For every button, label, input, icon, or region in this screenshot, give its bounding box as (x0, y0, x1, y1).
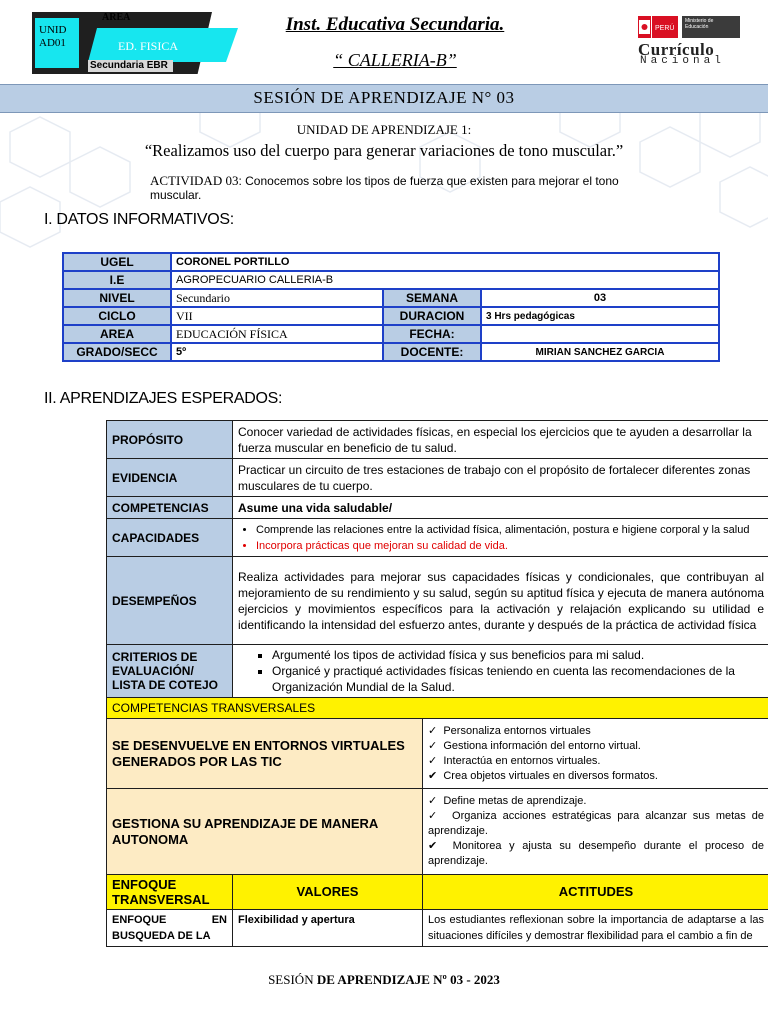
capacidades-list (233, 519, 768, 557)
table-row (107, 557, 768, 645)
table-row (107, 789, 768, 875)
docente-value: MIRIAN SANCHEZ GARCIA (481, 343, 719, 361)
list-item: ✓ Gestiona información del entorno virtual. (428, 739, 641, 752)
list-item: ✓ Personaliza entornos virtuales (428, 724, 591, 737)
list-item: • Comprende las relaciones entre la actividad física, alimentación, postura e higiene corporal y la salud (256, 522, 764, 538)
capacidades-label: CAPACIDADES (107, 519, 233, 557)
proposito-text: Conocer variedad de actividades físicas, en especial los ejercicios que te ayuden a desarrollar la fuerza muscular en beneficio de tu salud. (233, 421, 768, 459)
area-value-cell: EDUCACIÓN FÍSICA (171, 325, 383, 343)
enfoque-value: ENFOQUE EN BUSQUEDA DE LA (107, 910, 233, 947)
nivel-value: Secundario (171, 289, 383, 307)
ie-value: AGROPECUARIO CALLERIA-B (171, 271, 719, 289)
area-value: ED. FISICA (118, 39, 179, 53)
ciclo-label: CICLO (63, 307, 171, 325)
tic-competencia: SE DESENVUELVE EN ENTORNOS VIRTUALES GENERADOS POR LAS TIC (107, 719, 423, 789)
list-item: ✓ Interactúa en entornos virtuales. (428, 754, 601, 767)
list-item: ✓ Define metas de aprendizaje. (428, 795, 587, 807)
semana-label: SEMANA (383, 289, 481, 307)
table-row (107, 421, 768, 459)
table-row (107, 719, 768, 789)
duracion-value: 3 Hrs pedagógicas (481, 307, 719, 325)
proposito-label: PROPÓSITO (107, 421, 233, 459)
table-row (63, 325, 719, 343)
valores-header: VALORES (233, 875, 423, 910)
unit-code-box: UNID AD01 (35, 18, 79, 68)
table-row (63, 307, 719, 325)
section-heading-aprendizajes: II. APRENDIZAJES ESPERADOS: (44, 390, 283, 407)
transversales-header: COMPETENCIAS TRANSVERSALES (107, 698, 768, 719)
enfoque-header: ENFOQUE TRANSVERSAL (107, 875, 233, 910)
criterios-label: CRITERIOS DE EVALUACIÓN/ LISTA DE COTEJO (107, 645, 233, 698)
gestiona-list (423, 789, 768, 875)
ugel-label: UGEL (63, 253, 171, 271)
unit-label: UNIDAD DE APRENDIZAJE 1: (296, 122, 472, 137)
evidencia-label: EVIDENCIA (107, 459, 233, 497)
grado-label: GRADO/SECC (63, 343, 171, 361)
tic-list (423, 719, 768, 789)
level-band: Secundaria EBR (88, 60, 173, 72)
session-title: SESIÓN DE APRENDIZAJE N° 03 (253, 88, 515, 107)
competencias-label: COMPETENCIAS (107, 497, 233, 519)
section-heading-datos: I. DATOS INFORMATIVOS: (44, 211, 234, 228)
table-row (63, 289, 719, 307)
list-item: ✓ Organiza acciones estratégicas para alcanzar sus metas de aprendizaje. (428, 810, 764, 837)
peru-label: PERÚ (655, 25, 675, 32)
table-row (63, 253, 719, 271)
actitudes-value: Los estudiantes reflexionan sobre la importancia de adaptarse a las situaciones difíciles y demostrar flexibilidad para el cambio a fin de (423, 910, 768, 947)
ugel-value: CORONEL PORTILLO (171, 253, 719, 271)
valores-value: Flexibilidad y apertura (233, 910, 423, 947)
ie-label: I.E (63, 271, 171, 289)
grado-value: 5º (171, 343, 383, 361)
ministry-label: Ministerio de Educación (682, 16, 740, 38)
page-footer (0, 972, 768, 988)
competencias-text: Asume una vida saludable/ (233, 497, 768, 519)
table-row (107, 875, 768, 910)
table-row (107, 645, 768, 698)
school-name: “ CALLERIA-B” (333, 50, 457, 70)
footer-prefix: SESIÓN (268, 972, 314, 987)
desempenos-label: DESEMPEÑOS (107, 557, 233, 645)
aprendizajes-table (106, 420, 768, 947)
desempenos-text: Realiza actividades para mejorar sus capacidades físicas y condicionales, que contribuyan al mejoramiento de su rendimiento y su salud, según su aptitud física y ejecuta de manera autónoma ejercicios y movimientos específicos para la activación y relajación explicando su utilidad e identificando la intensidad del esfuerzo antes, durante y después de la práctica de actividad física (233, 557, 768, 645)
table-row (63, 271, 719, 289)
nacional-logo-text: Nacional (640, 55, 725, 67)
area-label: AREA (102, 12, 131, 23)
footer-title: DE APRENDIZAJE Nº 03 - 2023 (316, 972, 500, 987)
list-item: ✔ Monitorea y ajusta su desempeño durante el proceso de aprendizaje. (428, 840, 764, 867)
ciclo-value: VII (171, 307, 383, 325)
table-row (107, 698, 768, 719)
table-row (107, 497, 768, 519)
list-item: ▪ Organicé y practiqué actividades físicas teniendo en cuenta las recomendaciones de la Organización Mundial de la Salud. (272, 663, 764, 695)
datos-informativos-table (62, 252, 720, 362)
duracion-label: DURACION (383, 307, 481, 325)
list-item: ▪ Argumenté los tipos de actividad física y sus beneficios para mi salud. (272, 647, 764, 663)
peru-flag-icon (638, 16, 678, 38)
unit-title: “Realizamos uso del cuerpo para generar variaciones de tono muscular.” (144, 141, 624, 160)
table-row (107, 519, 768, 557)
area-label-cell: AREA (63, 325, 171, 343)
table-row (107, 910, 768, 947)
activity-label: ACTIVIDAD 03 (150, 173, 239, 188)
evidencia-text: Practicar un circuito de tres estaciones de trabajo con el propósito de fortalecer diferentes zonas musculares de tu cuerpo. (233, 459, 768, 497)
list-item: ✔ Crea objetos virtuales en diversos formatos. (428, 769, 658, 782)
activity-text: : Conocemos sobre los tipos de fuerza que existen para mejorar el tono muscular. (150, 174, 619, 202)
fecha-label: FECHA: (383, 325, 481, 343)
table-row (107, 459, 768, 497)
nivel-label: NIVEL (63, 289, 171, 307)
actitudes-header: ACTITUDES (423, 875, 768, 910)
docente-label: DOCENTE: (383, 343, 481, 361)
gestiona-competencia: GESTIONA SU APRENDIZAJE DE MANERA AUTONOMA (107, 789, 423, 875)
activity-block (150, 174, 670, 202)
fecha-value (481, 325, 719, 343)
criterios-list (233, 645, 768, 698)
list-item: • Incorpora prácticas que mejoran su calidad de vida. (256, 538, 764, 554)
curriculo-logo-text: Currículo (638, 40, 715, 59)
institution-title: Inst. Educativa Secundaria. (285, 14, 505, 35)
table-row (63, 343, 719, 361)
semana-value: 03 (481, 289, 719, 307)
